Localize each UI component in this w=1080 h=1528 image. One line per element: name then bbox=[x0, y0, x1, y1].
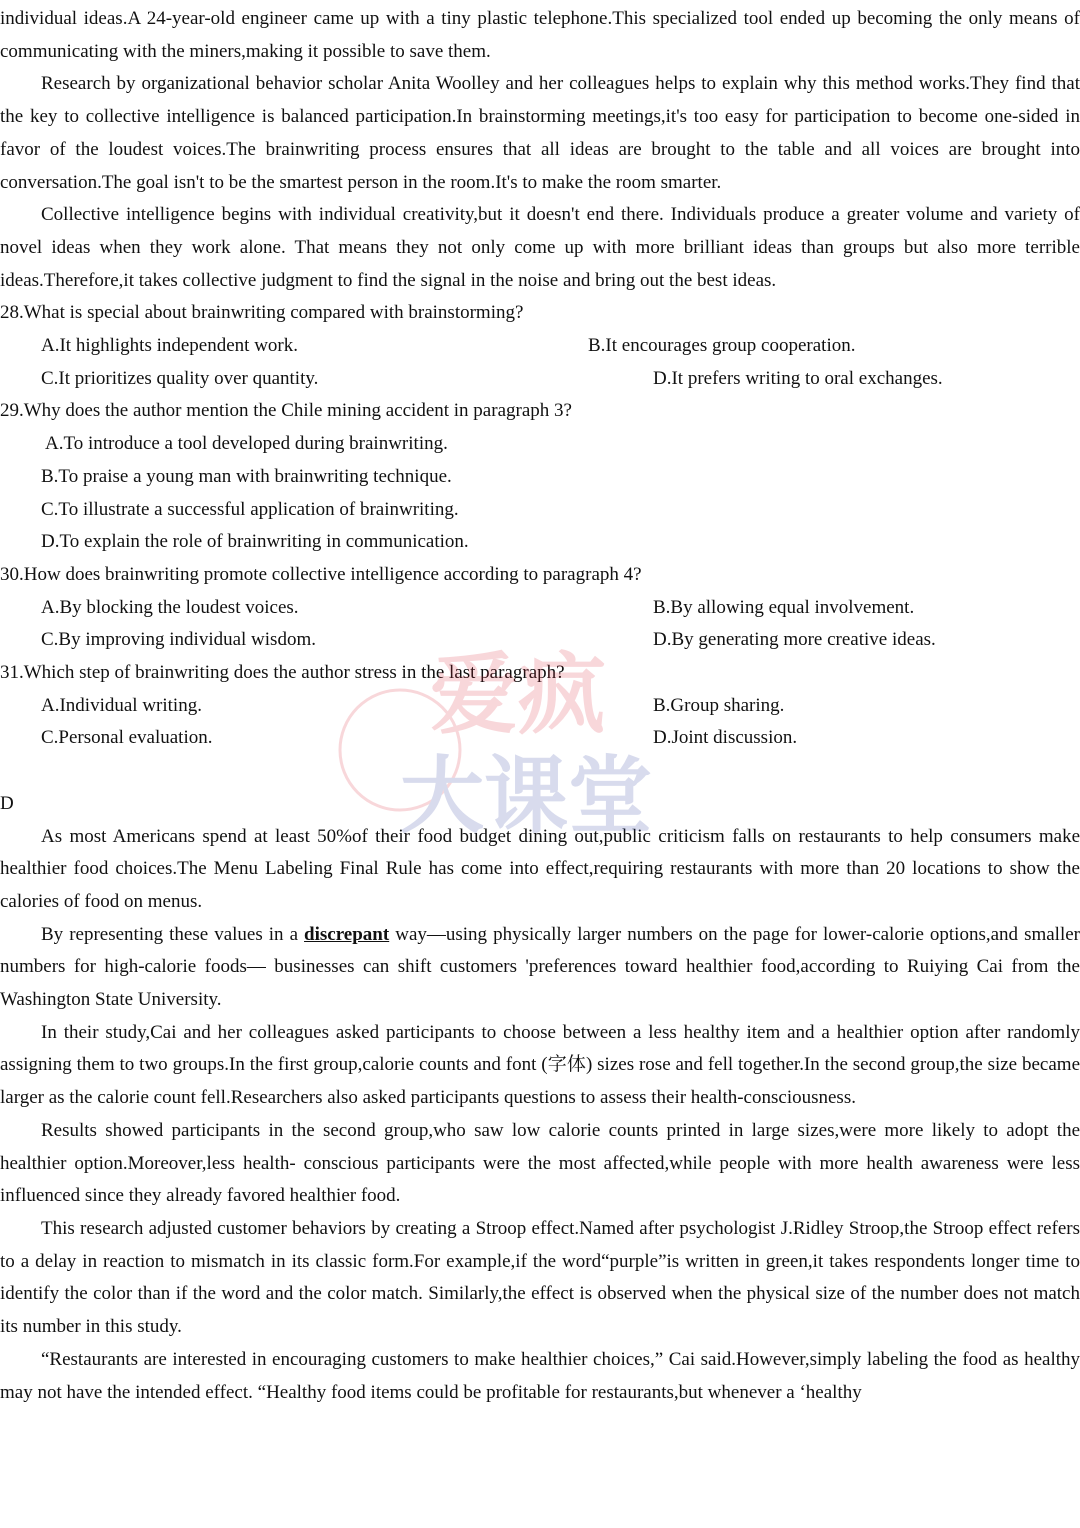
watermark-text: 大课堂 bbox=[400, 747, 653, 845]
question-28-stem: 28.What is special about brainwriting compared with brainstorming? bbox=[0, 302, 524, 324]
passage-d-paragraph: As most Americans spend at least 50%of their food budget dining out,public criticism falls on restaurants to help consumers make healthier food choices.The Menu Labeling Final Rule has come into effect,requiring restaurants with more than 20 locations to show the calories of food on menus. bbox=[0, 825, 1080, 912]
option-c: C.To illustrate a successful application of brainwriting. bbox=[41, 498, 459, 520]
passage-c-paragraph: Research by organizational behavior scholar Anita Woolley and her colleagues helps to explain why this method works.They find that the key to collective intelligence is balanced participation.In brainstorming meetings,it's too easy for participation to become one-sided in favor of the loudest voices.The brainwriting process ensures that all ideas are brought to the table and all voices are brought into conversation.The goal isn't to be the smartest person in the room.It's to make the room smarter. bbox=[0, 73, 1080, 193]
option-b: B.Group sharing. bbox=[653, 694, 785, 716]
underlined-keyword: discrepant bbox=[304, 923, 390, 945]
text-run: By representing these values in a bbox=[41, 923, 305, 945]
question-28-options-row-2 bbox=[0, 363, 1080, 396]
question-29-stem: 29.Why does the author mention the Chile mining accident in paragraph 3? bbox=[0, 400, 572, 422]
question-31-options-row-1 bbox=[0, 690, 1080, 723]
option-d: D.To explain the role of brainwriting in communication. bbox=[41, 531, 469, 553]
passage-d-paragraph: “Restaurants are interested in encouraging customers to make healthier choices,” Cai said.However,simply labeling the food as healthy may not have the intended effect. “Healthy food items could be profitable for restaurants,but whenever a ‘healthy bbox=[0, 1348, 1080, 1403]
option-d: D.Joint discussion. bbox=[653, 727, 798, 749]
option-b: B.To praise a young man with brainwriting technique. bbox=[41, 465, 452, 487]
section-title: D bbox=[0, 792, 14, 814]
question-28-options-row-1 bbox=[0, 330, 1080, 363]
question-30-stem: 30.How does brainwriting promote collective intelligence according to paragraph 4? bbox=[0, 563, 642, 585]
option-b: B.It encourages group cooperation. bbox=[588, 335, 856, 357]
option-c: C.Personal evaluation. bbox=[41, 727, 213, 749]
question-30-options-row-1 bbox=[0, 592, 1080, 625]
option-d: D.By generating more creative ideas. bbox=[653, 629, 936, 651]
option-a: A.By blocking the loudest voices. bbox=[41, 596, 299, 618]
option-c: C.By improving individual wisdom. bbox=[41, 629, 316, 651]
text-run: way—using physically larger numbers on the page for lower-calorie options,and smaller numbers for high-calorie foods— businesses can shift customers 'preferences toward healthier food,according to Ruiying Cai from the Washington State University. bbox=[0, 923, 1080, 1011]
option-d: D.It prefers writing to oral exchanges. bbox=[653, 367, 943, 389]
exam-page bbox=[0, 3, 1080, 1409]
passage-d-paragraph: Results showed participants in the second group,who saw low calorie counts printed in large sizes,were more likely to adopt the healthier option.Moreover,less health- conscious participants were the most affected,while people with more health awareness were less influenced since they already favored healthier food. bbox=[0, 1119, 1080, 1207]
option-a: A.To introduce a tool developed during brainwriting. bbox=[45, 433, 448, 455]
option-b: B.By allowing equal involvement. bbox=[653, 596, 915, 618]
option-a: A.It highlights independent work. bbox=[41, 335, 298, 357]
watermark-text: 爱疯 bbox=[430, 643, 607, 746]
passage-d-paragraph: This research adjusted customer behaviors by creating a Stroop effect.Named after psychologist J.Ridley Stroop,the Stroop effect refers to a delay in reaction to mismatch in its classic form.For example,if the word“purple”is written in green,it takes respondents longer time to identify the color than if the word and the color match. Similarly,the effect is observed when the physical size of the number does not match its number in this study. bbox=[0, 1218, 1080, 1338]
passage-c-paragraph: Collective intelligence begins with individual creativity,but it doesn't end there. Individuals produce a greater volume and variety of novel ideas when they work alone. That means they not only come up with more brilliant ideas than groups but also more terrible ideas.Therefore,it takes collective judgment to find the signal in the noise and bring out the best ideas. bbox=[0, 204, 1080, 291]
question-31-options-row-2 bbox=[0, 722, 1080, 755]
option-a: A.Individual writing. bbox=[41, 694, 202, 716]
question-30-options-row-2 bbox=[0, 624, 1080, 657]
passage-d-paragraph: In their study,Cai and her colleagues asked participants to choose between a less healthy item and a healthier option after randomly assigning them to two groups.In the first group,calorie counts and font (字体) sizes rose and fell together.In the second group,the size became larger as the calorie count fell.Researchers also asked participants questions to assess their health-consciousness. bbox=[0, 1021, 1080, 1109]
passage-d-paragraph bbox=[0, 919, 1080, 1017]
passage-c-paragraph: individual ideas.A 24-year-old engineer came up with a tiny plastic telephone.This specialized tool ended up becoming the only means of communicating with the miners,making it possible to save them. bbox=[0, 8, 1080, 62]
option-c: C.It prioritizes quality over quantity. bbox=[41, 367, 319, 389]
question-31-stem: 31.Which step of brainwriting does the author stress in the last paragraph? bbox=[0, 662, 565, 684]
